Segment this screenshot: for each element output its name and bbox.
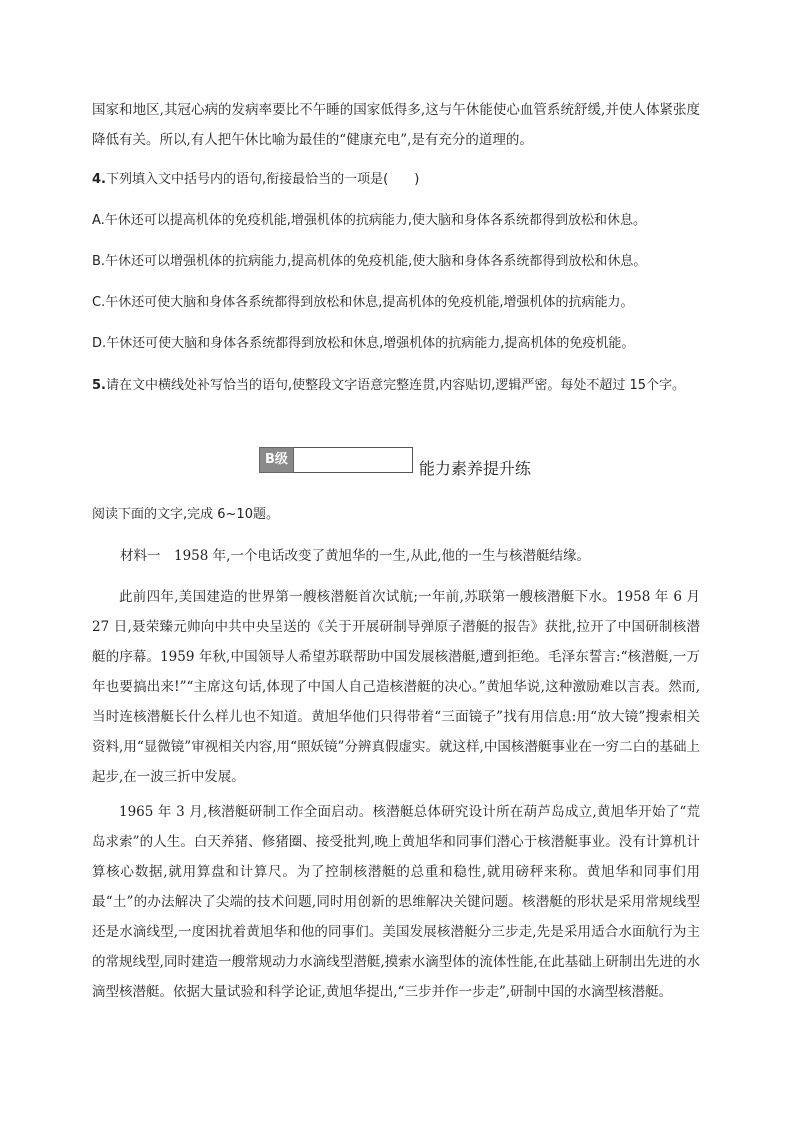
reading-instruction: 阅读下面的文字,完成 6~10题。: [92, 507, 279, 522]
question-5-number: 5.: [92, 378, 106, 393]
question-4-number: 4.: [92, 172, 106, 187]
question-4-option-a: A.午休还可以提高机体的免疫机能,增强机体的抗病能力,使大脑和身体各系统都得到放松和休息。: [92, 213, 647, 228]
question-4-option-c: C.午休还可使大脑和身体各系统都得到放松和休息,提高机体的免疫机能,增强机体的抗病能力。: [92, 295, 634, 310]
material-1-paragraph-2: 此前四年,美国建造的世界第一艘核潜艇首次试航;一年前,苏联第一艘核潜艇下水。1958 年 6 月 27 日,聂荣臻元帅向中共中央呈送的《关于开展研制导弹原子潜艇的报告》获批,拉开了中国研制核潜艇的序幕。1959 年秋,中国领导人希望苏联帮助中国发展核潜艇,遭到拒绝。毛泽东誓言:“核潜艇,一万年也要搞出来!”“主席这句话,体现了中国人自己造核潜艇的决心。”黄旭华说,这种激励难以言表。然而,当时连核潜艇长什么样儿也不知道。黄旭华他们只得带着“三面镜子”找有用信息:用“放大镜”搜索相关资料,用“显微镜”审视相关内容,用“照妖镜”分辨真假虚实。就这样,中国核潜艇事业在一穷二白的基础上起步,在一波三折中发展。: [92, 589, 700, 785]
material-1-intro: 材料一 1958 年,一个电话改变了黄旭华的一生,从此,他的一生与核潜艇结缘。: [120, 548, 591, 564]
material-1-paragraph-3: 1965 年 3 月,核潜艇研制工作全面启动。核潜艇总体研究设计所在葫芦岛成立,黄旭华开始了“荒岛求索”的人生。白天养猪、修猪圈、接受批判,晚上黄旭华和同事们潜心于核潜艇事业。没有计算机计算核心数据,就用算盘和计算尺。为了控制核潜艇的总重和稳性,就用磅秤来称。黄旭华和同事们用最“土”的办法解决了尖端的技术问题,同时用创新的思维解决关键问题。核潜艇的形状是采用常规线型还是水滴线型,一度困扰着黄旭华和他的同事们。美国发展核潜艇分三步走,先是采用适合水面航行为主的常规线型,同时建造一艘常规动力水滴线型潜艇,摸索水滴型体的流体性能,在此基础上研制出先进的水滴型核潜艇。依据大量试验和科学论证,黄旭华提出,“三步并作一步走”,研制中国的水滴型核潜艇。: [92, 804, 700, 1000]
question-5: [92, 374, 700, 398]
intro-paragraph: 国家和地区,其冠心病的发病率要比不午睡的国家低得多,这与午休能使心血管系统舒缓,并使人体紧张度降低有关。所以,有人把午休比喻为最佳的“健康充电”,是有充分的道理的。: [92, 102, 700, 148]
question-4-text: 下列填入文中括号内的语句,衔接最恰当的一项是( ): [105, 172, 420, 187]
question-4-option-b: B.午休还可以增强机体的抗病能力,提高机体的免疫机能,使大脑和身体各系统都得到放松和休息。: [92, 254, 647, 269]
section-banner: [259, 446, 531, 478]
question-4-stem: [92, 169, 700, 191]
section-badge: B级: [259, 447, 294, 473]
section-title: 能力素养提升练: [418, 458, 531, 478]
question-4-option-d: D.午休还可使大脑和身体各系统都得到放松和休息,增强机体的抗病能力,提高机体的免疫机能。: [92, 336, 635, 351]
section-blank-box: [294, 447, 413, 473]
question-5-text: 请在文中横线处补写恰当的语句,使整段文字语意完整连贯,内容贴切,逻辑严密。每处不超过 15个字。: [105, 378, 686, 393]
